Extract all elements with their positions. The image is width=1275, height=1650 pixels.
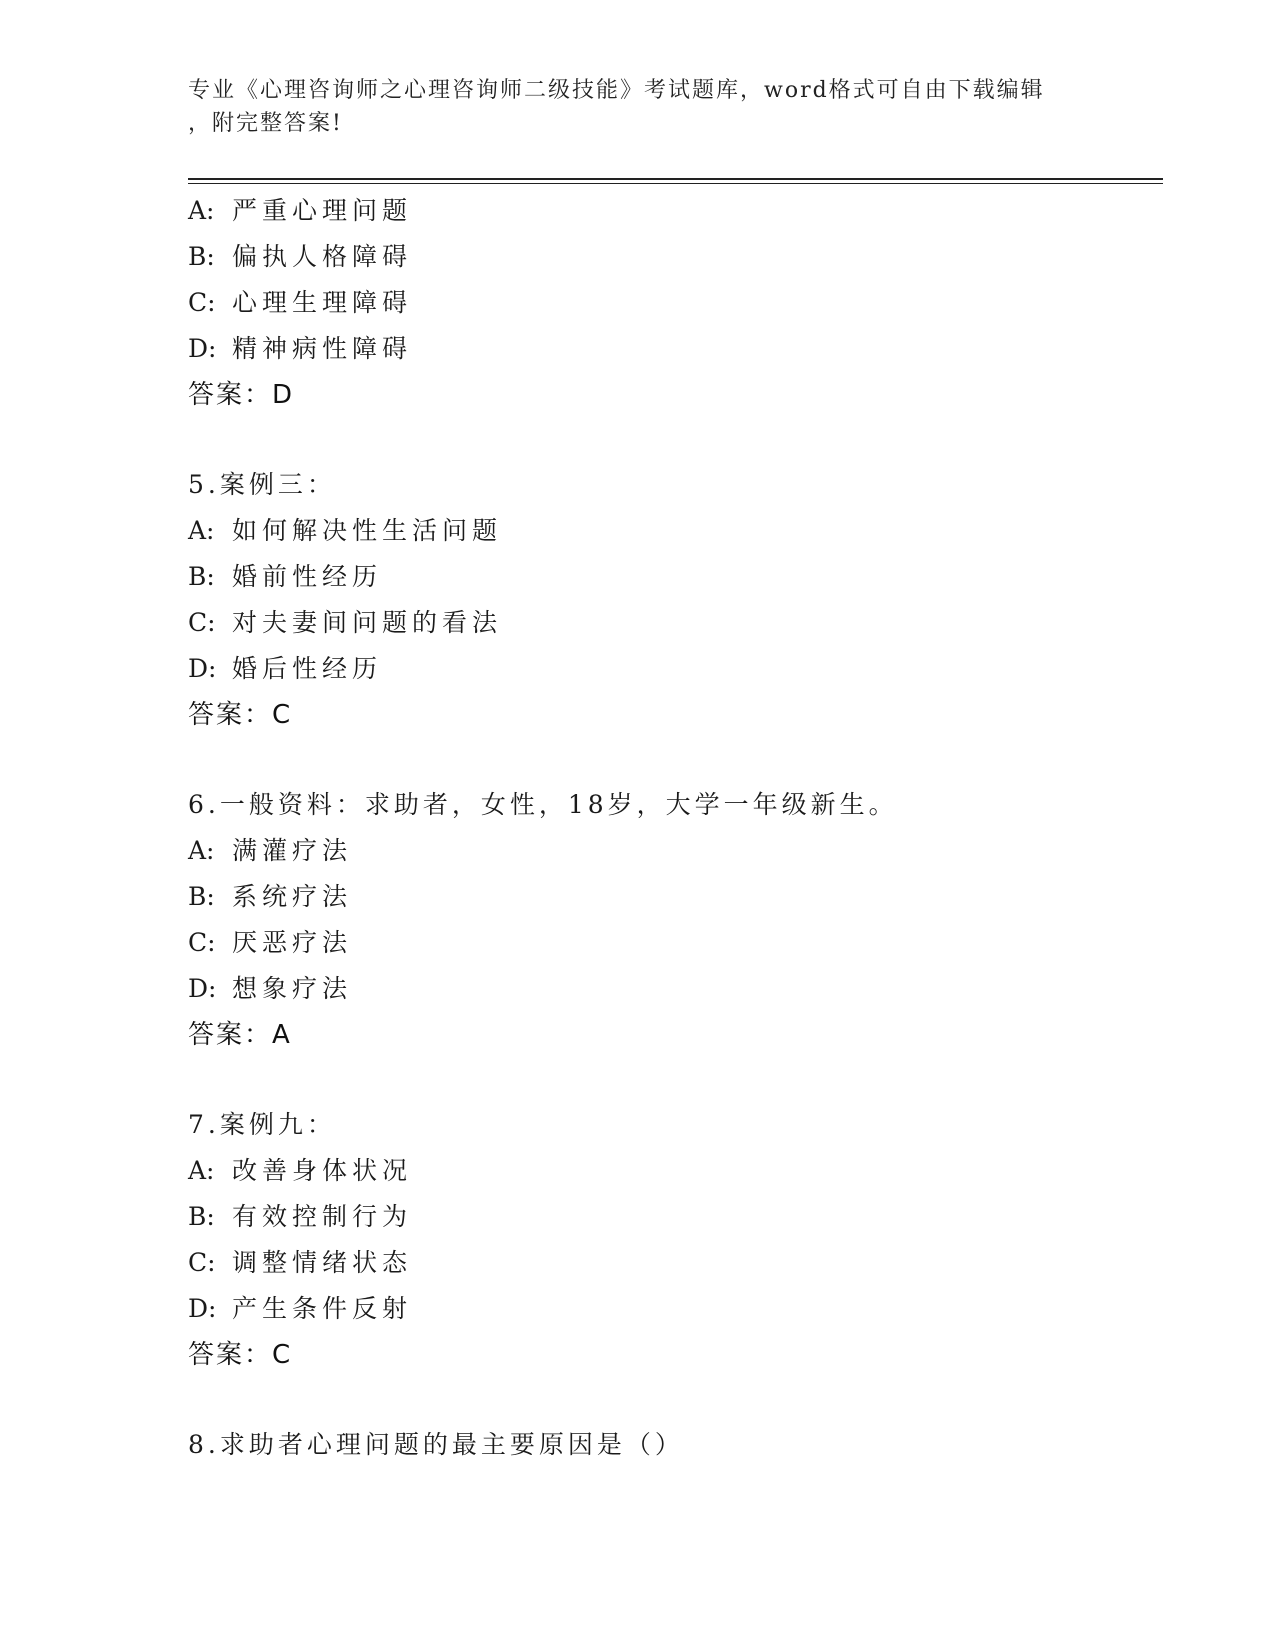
option-text: 满灌疗法 (232, 836, 353, 865)
option-b (188, 1194, 1163, 1240)
question-block (188, 188, 1163, 418)
answer-line: 答案：C (188, 700, 293, 730)
option-letter: D: (188, 334, 217, 363)
option-c (188, 920, 1163, 966)
option-b (188, 874, 1163, 920)
option-letter: C: (188, 928, 216, 957)
option-text: 精神病性障碍 (232, 334, 413, 363)
question-text: 8.求助者心理问题的最主要原因是（） (188, 1430, 684, 1459)
option-d (188, 966, 1163, 1012)
option-letter: B: (188, 1202, 215, 1231)
option-b (188, 554, 1163, 600)
option-d (188, 646, 1163, 692)
question-block (188, 1422, 1163, 1468)
option-text: 婚后性经历 (232, 654, 383, 683)
question-block (188, 782, 1163, 1058)
answer-line: 答案：A (188, 1020, 292, 1050)
option-text: 心理生理障碍 (232, 288, 413, 317)
option-b (188, 234, 1163, 280)
option-letter: D: (188, 974, 217, 1003)
option-text: 如何解决性生活问题 (232, 516, 503, 545)
option-text: 有效控制行为 (232, 1202, 413, 1231)
question-list (188, 188, 1163, 1468)
header-divider-thin (188, 183, 1163, 184)
spacer (188, 1378, 1163, 1422)
option-letter: B: (188, 882, 215, 911)
option-text: 婚前性经历 (232, 562, 383, 591)
spacer (188, 738, 1163, 782)
option-letter: D: (188, 654, 217, 683)
spacer (188, 1058, 1163, 1102)
option-letter: A: (188, 1156, 215, 1185)
option-letter: C: (188, 608, 216, 637)
option-text: 偏执人格障碍 (232, 242, 413, 271)
option-letter: A: (188, 836, 215, 865)
header-divider-thick (188, 178, 1163, 180)
option-a (188, 1148, 1163, 1194)
option-text: 调整情绪状态 (232, 1248, 413, 1277)
answer-line: 答案：C (188, 1340, 293, 1370)
question-block (188, 462, 1163, 738)
question-block (188, 1102, 1163, 1378)
option-letter: C: (188, 1248, 216, 1277)
option-a (188, 508, 1163, 554)
option-letter: A: (188, 516, 215, 545)
option-c (188, 280, 1163, 326)
option-letter: D: (188, 1294, 217, 1323)
option-text: 厌恶疗法 (232, 928, 353, 957)
option-letter: B: (188, 562, 215, 591)
option-text: 对夫妻间问题的看法 (232, 608, 503, 637)
option-text: 严重心理问题 (232, 196, 413, 225)
question-text: 6.一般资料：求助者，女性，18岁，大学一年级新生。 (188, 790, 898, 819)
option-text: 系统疗法 (232, 882, 353, 911)
option-text: 产生条件反射 (232, 1294, 413, 1323)
question-text: 7.案例九： (188, 1110, 336, 1139)
option-text: 想象疗法 (232, 974, 353, 1003)
header-title-line: 专业《心理咨询师之心理咨询师二级技能》考试题库，word格式可自由下载编辑 (188, 78, 1045, 103)
header-subtitle-line: ，附完整答案! (188, 111, 343, 136)
option-letter: A: (188, 196, 215, 225)
option-letter: B: (188, 242, 215, 271)
option-d (188, 1286, 1163, 1332)
option-c (188, 1240, 1163, 1286)
document-header (188, 74, 1088, 140)
question-text: 5.案例三： (188, 470, 336, 499)
option-letter: C: (188, 288, 216, 317)
option-c (188, 600, 1163, 646)
spacer (188, 418, 1163, 462)
option-text: 改善身体状况 (232, 1156, 413, 1185)
option-a (188, 828, 1163, 874)
option-d (188, 326, 1163, 372)
option-a (188, 188, 1163, 234)
answer-line: 答案：D (188, 380, 295, 410)
